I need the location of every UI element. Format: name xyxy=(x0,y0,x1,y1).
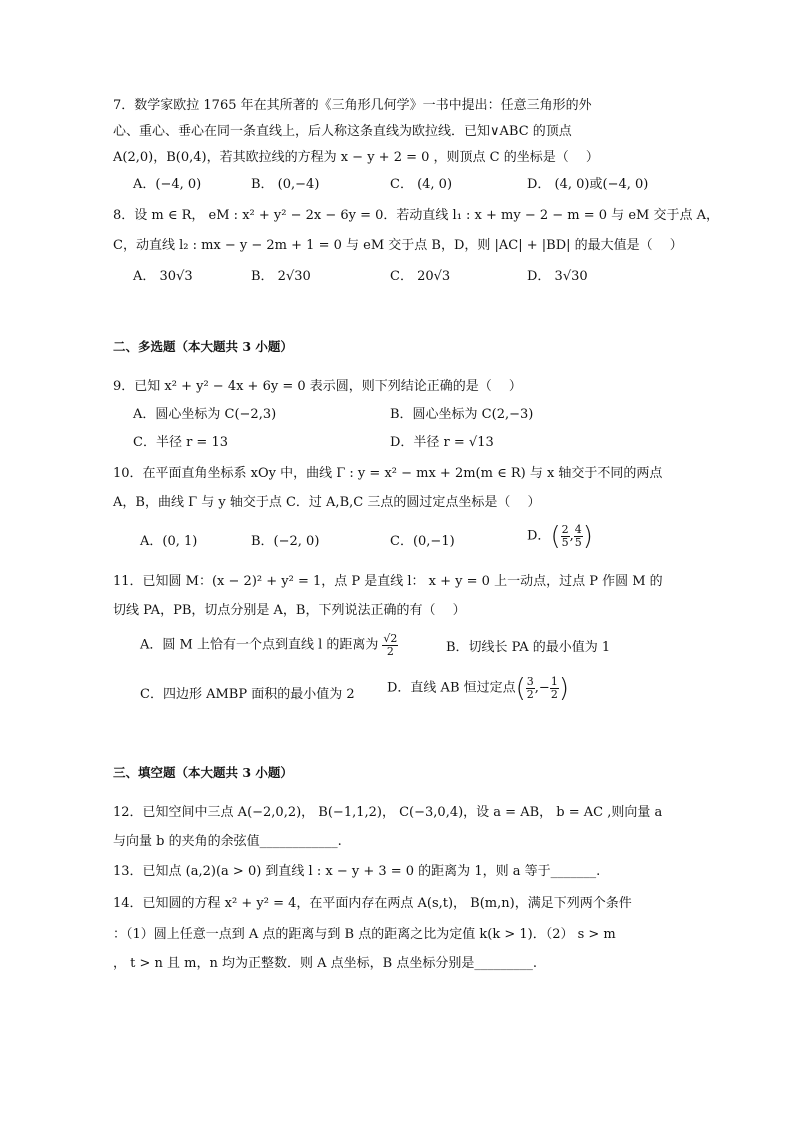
q8-option-a[interactable]: A． 30√3 xyxy=(133,269,193,284)
q14-line2: ：（1）圆上任意一点到 A 点的距离与到 B 点的距离之比为定值 k(k > 1)．（2） s > m xyxy=(113,927,616,942)
q10-option-a[interactable]: A．(0, 1) xyxy=(140,534,198,549)
q10-option-c[interactable]: C．(0,−1) xyxy=(390,534,455,549)
fraction xyxy=(561,524,570,549)
q10-option-b[interactable]: B．(−2, 0) xyxy=(251,534,320,549)
q11-line1: 11．已知圆 M：(x − 2)² + y² = 1，点 P 是直线 l： x + y = 0 上一动点，过点 P 作圆 M 的 xyxy=(113,574,663,589)
fraction xyxy=(574,524,583,549)
q8-option-d[interactable]: D． 3√30 xyxy=(527,269,588,284)
section-heading-fill-in: 三、填空题（本大题共 3 小题） xyxy=(113,765,293,780)
fraction-denominator: 5 xyxy=(561,536,569,549)
q10-option-d-label: D． xyxy=(527,528,551,544)
fraction xyxy=(526,676,535,701)
q7-line3: A(2,0)，B(0,4)，若其欧拉线的方程为 x − y + 2 = 0 ，则顶点 C 的坐标是（ ） xyxy=(113,150,599,165)
fraction-numerator: 3 xyxy=(526,675,534,688)
right-paren: ) xyxy=(558,673,569,704)
q7-line2: 心、重心、垂心在同一条直线上，后人称这条直线为欧拉线．已知∨ABC 的顶点 xyxy=(113,124,572,139)
q8-option-c[interactable]: C． 20√3 xyxy=(390,269,451,284)
fraction-denominator: 2 xyxy=(526,688,534,701)
q7-option-a[interactable]: A．(−4, 0) xyxy=(133,177,202,192)
q7-option-c[interactable]: C． (4, 0) xyxy=(390,177,453,192)
q14-line3: ， t > n 且 m，n 均为正整数．则 A 点坐标，B 点坐标分别是_________. xyxy=(113,956,537,971)
q11-option-b[interactable]: B．切线长 PA 的最小值为 1 xyxy=(446,640,611,655)
q9-option-a[interactable]: A．圆心坐标为 C(−2,3) xyxy=(133,407,277,422)
q8-line1: 8．设 m ∈ R， eM : x² + y² − 2x − 6y = 0．若动直线 l₁ : x + my − 2 − m = 0 与 eM 交于点 A， xyxy=(113,208,719,223)
q7-line1: 7．数学家欧拉 1765 年在其所著的《三角形几何学》一书中提出：任意三角形的外 xyxy=(113,98,592,113)
q8-line2: C，动直线 l₂ : mx − y − 2m + 1 = 0 与 eM 交于点 B，D，则 |AC| + |BD| 的最大值是（ ） xyxy=(113,238,683,253)
fraction-numerator: 4 xyxy=(574,523,582,536)
fraction-denominator: 2 xyxy=(550,688,558,701)
q10-line1: 10．在平面直角坐标系 xOy 中，曲线 Γ : y = x² − mx + 2m(m ∈ R) 与 x 轴交于不同的两点 xyxy=(113,466,663,481)
section-heading-multiple-choice: 二、多选题（本大题共 3 小题） xyxy=(113,339,293,354)
q12-line2: 与向量 b 的夹角的余弦值____________. xyxy=(113,834,342,849)
q12-line1: 12．已知空间中三点 A(−2,0,2)， B(−1,1,2)， C(−3,0,4)，设 a = AB， b = AC ,则向量 a xyxy=(113,805,663,820)
q10-line2: A，B，曲线 Γ 与 y 轴交于点 C．过 A,B,C 三点的圆过定点坐标是（ ） xyxy=(113,495,541,510)
fraction-numerator: 2 xyxy=(561,523,569,536)
q11-option-a-text: A．圆 M 上恰有一个点到直线 l 的距离为 xyxy=(140,637,379,653)
q8-option-b[interactable]: B． 2√30 xyxy=(251,269,311,284)
q14-line1: 14．已知圆的方程 x² + y² = 4，在平面内存在两点 A(s,t)， B(m,n)，满足下列两个条件 xyxy=(113,896,632,911)
fraction-numerator: 1 xyxy=(550,675,558,688)
q11-option-d[interactable]: D．直线 AB 恒过定点( $\frac{3}{2}$ ,− $\frac{1}{2}$ ) xyxy=(387,673,569,704)
q10-option-d[interactable]: D．( $\frac{2}{5}$ , $\frac{4}{5}$ ) xyxy=(527,521,593,552)
fraction xyxy=(550,676,559,701)
q11-option-a[interactable] xyxy=(140,633,398,658)
q11-option-d-text: D．直线 AB 恒过定点 xyxy=(387,680,516,696)
q13-line1: 13．已知点 (a,2)(a > 0) 到直线 l : x − y + 3 = 0 的距离为 1，则 a 等于_______. xyxy=(113,864,601,879)
right-paren: ) xyxy=(582,521,593,552)
fraction xyxy=(382,633,398,658)
fraction-denominator: 5 xyxy=(574,536,582,549)
q9-option-d[interactable]: D．半径 r = √13 xyxy=(390,435,494,450)
left-paren: ( xyxy=(550,521,561,552)
q9-line1: 9．已知 x² + y² − 4x + 6y = 0 表示圆，则下列结论正确的是（ ） xyxy=(113,379,522,394)
left-paren: ( xyxy=(515,673,526,704)
q9-option-b[interactable]: B．圆心坐标为 C(2,−3) xyxy=(390,407,534,422)
fraction-numerator: √2 xyxy=(383,632,398,645)
q11-line2: 切线 PA，PB，切点分别是 A，B，下列说法正确的有（ ） xyxy=(113,603,466,618)
fraction-denominator: 2 xyxy=(386,645,394,658)
q11-option-c[interactable]: C．四边形 AMBP 面积的最小值为 2 xyxy=(140,687,355,702)
q7-option-b[interactable]: B． (0,−4) xyxy=(251,177,320,192)
q7-option-d[interactable]: D． (4, 0)或(−4, 0) xyxy=(527,177,649,192)
q9-option-c[interactable]: C．半径 r = 13 xyxy=(133,435,228,450)
